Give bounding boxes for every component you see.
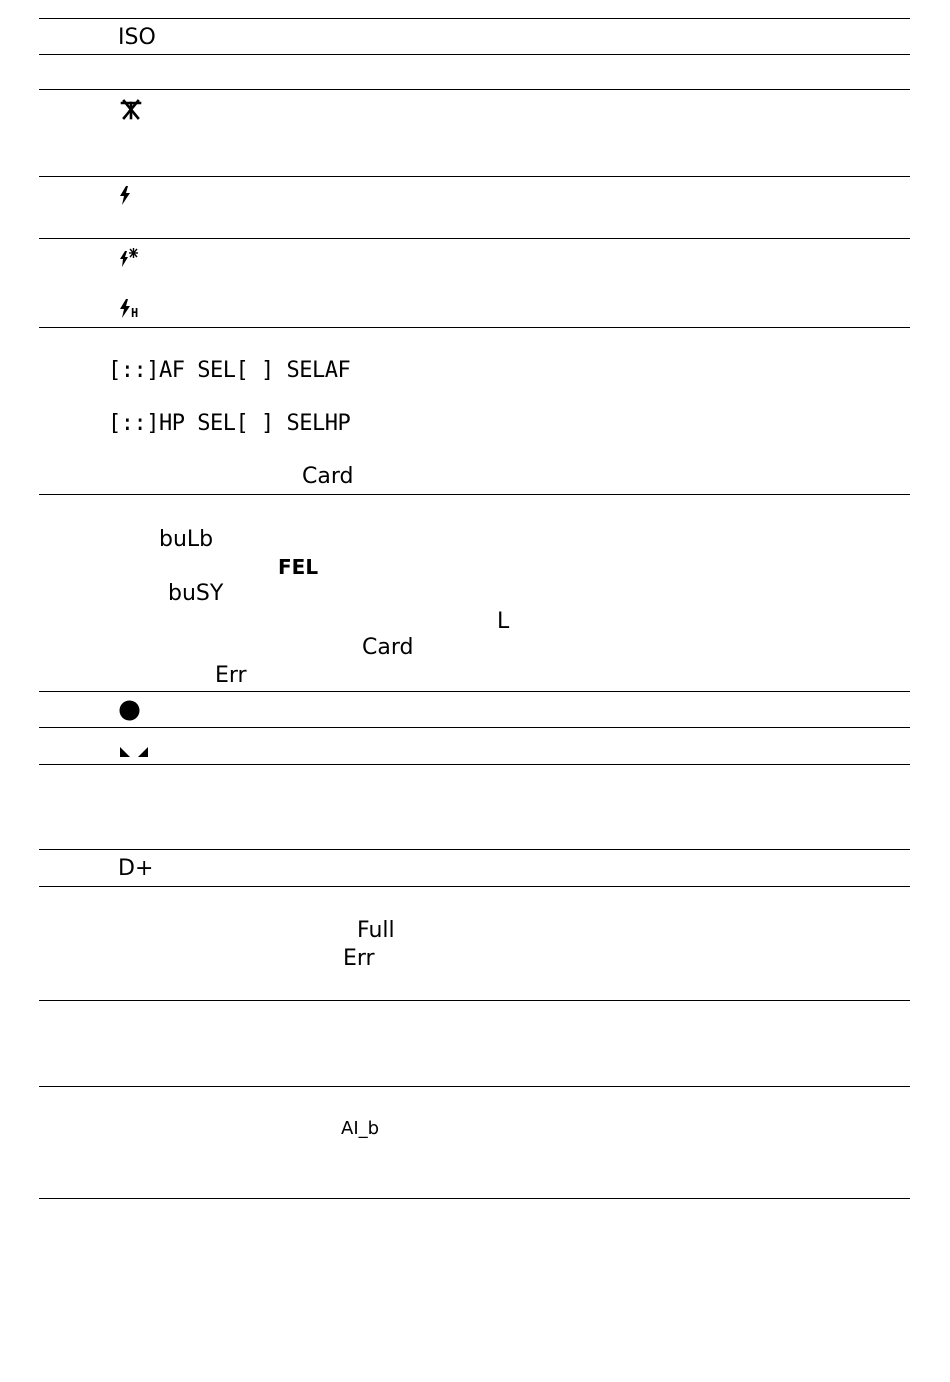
bulb-label: buLb (159, 527, 214, 552)
sel-text: SEL (286, 358, 325, 383)
table-rule (39, 327, 910, 328)
hp-point-select-line (108, 413, 350, 435)
sel-text: SEL (286, 411, 325, 436)
sel-text: SEL (197, 411, 236, 436)
af-frame-single: [ ] (235, 411, 274, 436)
af-text: AF (158, 358, 185, 383)
table-rule (39, 764, 910, 765)
af-text: AF (324, 358, 351, 383)
table-rule (39, 727, 910, 728)
focus-confirmation-icon (119, 700, 140, 721)
af-frame-all: [::] (108, 411, 159, 436)
error-label: Err (215, 663, 247, 688)
high-speed-sync-subscript: H (131, 306, 139, 320)
max-burst-icon (120, 746, 150, 758)
fel-label: FEL (278, 555, 319, 579)
table-rule (39, 54, 910, 55)
af-frame-all: [::] (108, 358, 159, 383)
table-rule (39, 1086, 910, 1087)
hp-text: HP (324, 411, 351, 436)
table-rule (39, 176, 910, 177)
flash-icon (119, 186, 131, 205)
high-speed-sync-icon (119, 299, 131, 318)
ai-servo-label: AI_b (341, 1118, 380, 1139)
table-rule (39, 494, 910, 495)
hp-text: HP (158, 411, 185, 436)
table-rule (39, 849, 910, 850)
table-rule (39, 18, 910, 19)
iso-label: ISO (118, 25, 156, 50)
low-battery-label: L (497, 609, 510, 634)
card-error-label: Err (343, 946, 375, 971)
table-rule (39, 238, 910, 239)
table-rule (39, 89, 910, 90)
sel-text: SEL (197, 358, 236, 383)
table-rule (39, 1000, 910, 1001)
table-rule (39, 691, 910, 692)
busy-label: buSY (168, 581, 224, 606)
table-rule (39, 1198, 910, 1199)
af-frame-single: [ ] (235, 358, 274, 383)
af-point-select-line (108, 360, 350, 382)
card-label: Card (362, 635, 414, 660)
table-rule (39, 886, 910, 887)
card-full-label: Full (357, 918, 395, 943)
ae-lock-asterisk-icon (119, 98, 143, 120)
card-warning-label: Card (302, 464, 354, 489)
highlight-tone-priority-label: D+ (118, 856, 154, 881)
fe-lock-flash-icon (119, 248, 139, 267)
